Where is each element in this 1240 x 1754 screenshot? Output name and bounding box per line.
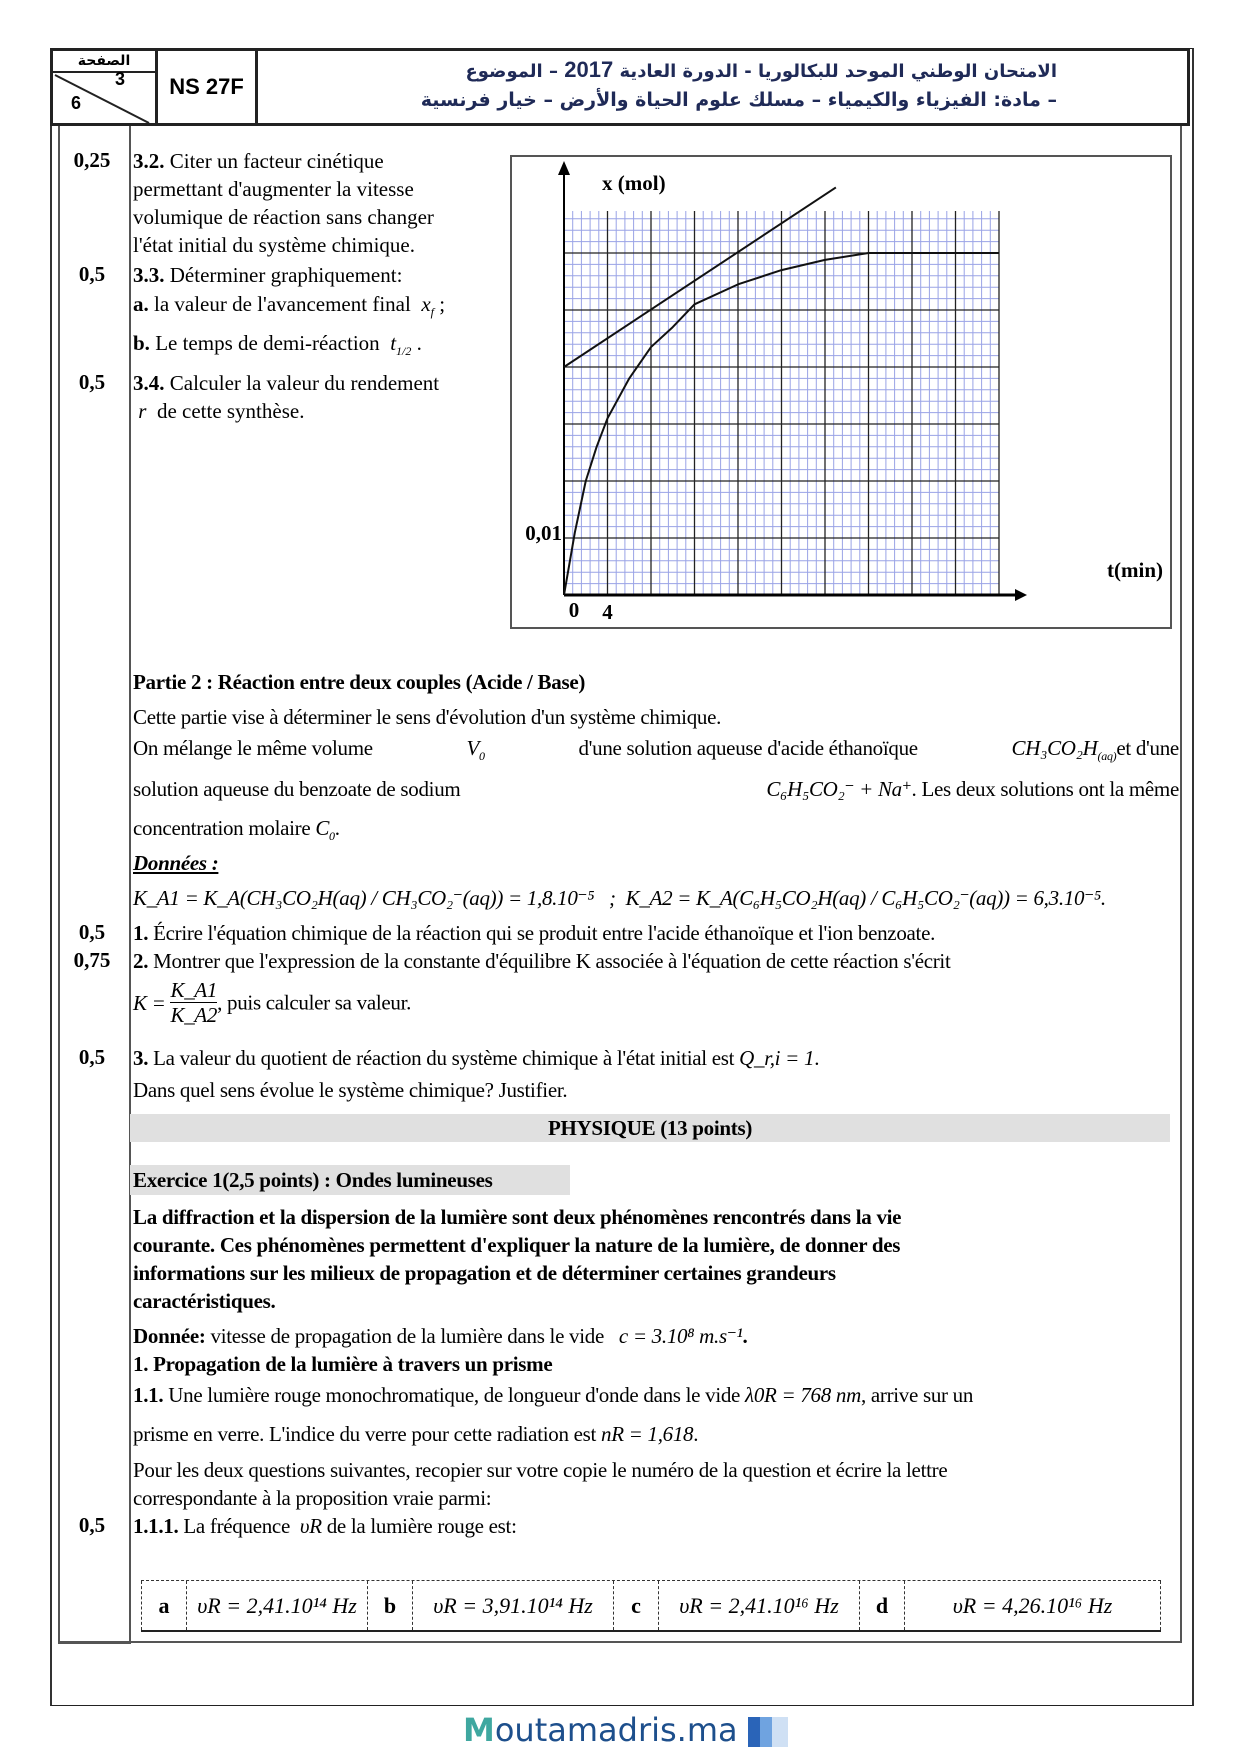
q34-number: 3.4.	[133, 371, 165, 395]
q33b-label: b.	[133, 331, 150, 355]
exercise-title: Exercice 1(2,5 points) : Ondes lumineuses	[133, 1168, 493, 1192]
points-q32: 0,25	[73, 148, 111, 172]
q111-number: 1.1.1.	[133, 1514, 179, 1538]
acid-formula-text: CH₃CO₂H	[1011, 736, 1098, 760]
question-3-2	[133, 147, 434, 259]
x-vs-t-chart	[512, 157, 1170, 627]
q1-number: 1.	[133, 921, 149, 945]
title-year: 2017	[564, 57, 614, 82]
points-column	[58, 126, 131, 1644]
donnee-label: Donnée:	[133, 1324, 206, 1348]
title-suffix: – الموضوع	[465, 61, 558, 82]
mix-text: . Les deux solutions ont la même	[911, 777, 1179, 801]
points-p2q3: 0,5	[78, 1045, 106, 1069]
options-table	[141, 1580, 1161, 1632]
content-bottom-line	[58, 1641, 1182, 1643]
q111-text: La fréquence	[183, 1514, 290, 1538]
k-denominator: K_A2	[170, 1003, 218, 1027]
v-sub: 0	[479, 749, 485, 764]
xf-sub: f	[430, 305, 434, 320]
mix-text: et d'une	[1116, 736, 1179, 760]
q34-line1: Calculer la valeur du rendement	[169, 371, 440, 395]
t-half-sub: 1/2	[396, 344, 412, 359]
exercise-intro	[133, 1203, 901, 1315]
page-total: 6	[71, 93, 82, 113]
q1-text: Écrire l'équation chimique de la réaction qui se produit entre l'acide éthanoïque et l'ion benzoate.	[153, 921, 936, 945]
q32-line: Citer un facteur cinétique	[169, 149, 384, 173]
lambda-formula: λ0R = 768 nm	[745, 1383, 861, 1407]
part2-mix-line2	[133, 775, 1179, 803]
mix-text: solution aqueuse du benzoate de sodium	[133, 777, 461, 801]
part2-q3-line2: Dans quel sens évolue le système chimique? Justifier.	[133, 1078, 568, 1102]
intro-line: informations sur les milieux de propagation et de déterminer certaines grandeurs	[133, 1261, 836, 1285]
t-half-var: t	[390, 331, 397, 355]
part2-mix-line1	[133, 734, 1179, 770]
q33a-label: a.	[133, 292, 149, 316]
q33-number: 3.3.	[133, 263, 165, 287]
page-current: 3	[115, 69, 126, 89]
option-a-value[interactable]: υR = 2,41.10¹⁴ Hz	[186, 1581, 367, 1630]
question-3-3-b: b. Le temps de demi-réaction $t_{1/2}$ .	[133, 331, 422, 359]
q33-text: Déterminer graphiquement:	[169, 263, 403, 287]
xf-var: x	[421, 292, 431, 316]
instr-line: correspondante à la proposition vraie parmi:	[133, 1486, 492, 1510]
acid-formula	[1012, 734, 1179, 770]
donnee-line: Donnée: vitesse de propagation de la lumière dans le vide c = 3.10⁸ m.s⁻¹.	[133, 1324, 748, 1348]
base-formula-text: C₆H₅CO₂⁻ + Na⁺	[766, 777, 912, 801]
option-d-letter[interactable]: d	[859, 1581, 904, 1630]
donnees-label: Données :	[133, 851, 219, 875]
mix-text: d'une solution aqueuse d'acide éthanoïque	[578, 736, 918, 760]
y-axis-label: x (mol)	[602, 171, 666, 195]
right-border	[1180, 126, 1182, 1642]
qri-formula: Q_r,i = 1	[739, 1046, 815, 1070]
mix-text: On mélange le même volume	[133, 736, 373, 760]
section-1-title: 1. Propagation de la lumière à travers un prisme	[133, 1352, 553, 1376]
title-line-2: – مادة: الفيزياء والكيمياء – مسلك علوم الحياة والأرض – خيار فرنسية	[420, 89, 1057, 111]
question-1-1	[133, 1381, 973, 1409]
c-formula: c = 3.10⁸ m.s⁻¹	[618, 1324, 743, 1348]
q3-number: 3.	[133, 1046, 149, 1070]
option-c-letter[interactable]: c	[613, 1581, 658, 1630]
part2-q3: 3. La valeur du quotient de réaction du système chimique à l'état initial est Q_r,i = 1.	[133, 1046, 820, 1070]
title-prefix: الامتحان الوطني الموحد للبكالوريا - الدورة العادية	[619, 61, 1057, 82]
mix-text: concentration molaire	[133, 816, 311, 840]
aq-sub: (aq)	[1097, 749, 1117, 764]
page-number-box	[53, 51, 158, 123]
option-b-letter[interactable]: b	[367, 1581, 412, 1630]
exam-header	[50, 48, 1190, 126]
question-1-1-line2: prisme en verre. L'indice du verre pour cette radiation est nR = 1,618.	[133, 1422, 699, 1446]
points-q111: 0,5	[78, 1513, 106, 1537]
x-axis-label: t(min)	[1107, 558, 1163, 582]
option-c-value[interactable]: υR = 2,41.10¹⁶ Hz	[658, 1581, 859, 1630]
q32-line: permettant d'augmenter la vitesse	[133, 177, 414, 201]
k-numerator: K_A1	[170, 978, 218, 1002]
question-3-3	[133, 261, 402, 289]
physique-banner-text: PHYSIQUE (13 points)	[547, 1116, 753, 1140]
ka-values: K_A1 = K_A(CH₃CO₂H(aq) / CH₃CO₂⁻(aq)) = 1,8.10⁻⁵ ; K_A2 = K_A(C₆H₅CO₂H(aq) / C₆H₅CO₂⁻(aq)) = 6,3.10⁻⁵.	[133, 886, 1106, 910]
part2-title: Partie 2 : Réaction entre deux couples (Acide / Base)	[133, 670, 586, 694]
points-q33: 0,5	[78, 262, 106, 286]
exam-title	[258, 51, 1187, 123]
q32-line: l'état initial du système chimique.	[133, 233, 415, 257]
points-q34: 0,5	[78, 370, 106, 394]
exam-code: NS 27F	[158, 51, 258, 123]
intro-line: caractéristiques.	[133, 1289, 276, 1313]
v0-var	[467, 734, 485, 770]
page-divider-diagonal	[53, 73, 153, 123]
intro-line: La diffraction et la dispersion de la lumière sont deux phénomènes rencontrés dans la vie	[133, 1205, 902, 1229]
logo-m: M	[463, 1711, 495, 1749]
site-logo[interactable]	[463, 1711, 788, 1749]
c-var: C	[315, 816, 330, 840]
q111-text: de la lumière rouge est:	[326, 1514, 517, 1538]
r-var: r	[138, 399, 147, 423]
ka2-value: K_A2 = K_A(C₆H₅CO₂H(aq) / C₆H₅CO₂⁻(aq)) = 6,3.10⁻⁵	[625, 886, 1101, 910]
instr-line: Pour les deux questions suivantes, recopier sur votre copie le numéro de la question et écrire la lettre	[133, 1458, 948, 1482]
q33b-text: Le temps de demi-réaction	[155, 331, 380, 355]
q2-text: Montrer que l'expression de la constante d'équilibre K associée à l'équation de cette réaction s'écrit	[153, 949, 951, 973]
ka1-value: K_A1 = K_A(CH₃CO₂H(aq) / CH₃CO₂⁻(aq)) = 1,8.10⁻⁵	[133, 886, 595, 910]
part2-intro: Cette partie vise à déterminer le sens d'évolution d'un système chimique.	[133, 705, 722, 729]
physique-banner	[130, 1114, 1170, 1142]
y-tick-label-001: 0,01	[525, 521, 562, 545]
q11-text: Une lumière rouge monochromatique, de longueur d'onde dans le vide	[168, 1383, 741, 1407]
q2-number: 2.	[133, 949, 149, 973]
question-3-3-a: a. la valeur de l'avancement final $x_f$ ;	[133, 292, 446, 320]
major-grid	[564, 211, 999, 595]
logo-pixel-icon	[748, 1717, 788, 1747]
q33a-text: la valeur de l'avancement final	[154, 292, 411, 316]
logo-text: outamadris.ma	[494, 1711, 738, 1749]
points-p2q1: 0,5	[78, 920, 106, 944]
tangent-line	[564, 187, 836, 367]
base-formula	[766, 775, 1179, 803]
option-b-value[interactable]: υR = 3,91.10¹⁴ Hz	[412, 1581, 613, 1630]
exercise-title-bg	[130, 1165, 570, 1195]
q11-line2: prisme en verre. L'indice du verre pour cette radiation est	[133, 1422, 597, 1446]
q34-line2: de cette synthèse.	[156, 399, 305, 423]
y-axis-arrow-icon	[558, 161, 570, 175]
graph-frame	[510, 155, 1172, 629]
c-sub: 0	[329, 829, 335, 844]
part2-mix-line3: concentration molaire $C_0$.	[133, 816, 340, 844]
q32-number: 3.2.	[133, 149, 165, 173]
donnee-text: vitesse de propagation de la lumière dans le vide	[210, 1324, 605, 1348]
q2-tail: , puis calculer sa valeur.	[217, 990, 412, 1015]
q11-tail: , arrive sur un	[860, 1383, 974, 1407]
option-d-value[interactable]: υR = 4,26.10¹⁶ Hz	[904, 1581, 1161, 1630]
q11-number: 1.1.	[133, 1383, 164, 1407]
q32-line: volumique de réaction sans changer	[133, 205, 434, 229]
question-3-4	[133, 369, 439, 425]
k-fraction	[170, 978, 217, 1027]
index-formula: nR = 1,618	[601, 1422, 694, 1446]
title-line-1	[258, 57, 1057, 83]
part2-q1	[133, 919, 935, 947]
page-label: الصفحة	[53, 51, 155, 73]
instructions	[133, 1456, 947, 1512]
x-tick-label-0: 0	[568, 598, 580, 622]
q3-text: La valeur du quotient de réaction du système chimique à l'état initial est	[153, 1046, 735, 1070]
points-p2q2: 0,75	[73, 948, 111, 972]
nu-var: υR	[299, 1514, 322, 1538]
x-axis-arrow-icon	[1015, 589, 1027, 601]
question-1-1-1	[133, 1512, 517, 1540]
x-tick-label-4: 4	[602, 600, 613, 624]
part2-q2	[133, 947, 951, 975]
k-formula: K = $\frac{K\_A1}{K\_A2}$ , puis calculer sa valeur.	[133, 978, 412, 1027]
option-a-letter[interactable]: a	[141, 1581, 186, 1630]
v-var: V	[466, 736, 480, 760]
intro-line: courante. Ces phénomènes permettent d'expliquer la nature de la lumière, de donner des	[133, 1233, 901, 1257]
